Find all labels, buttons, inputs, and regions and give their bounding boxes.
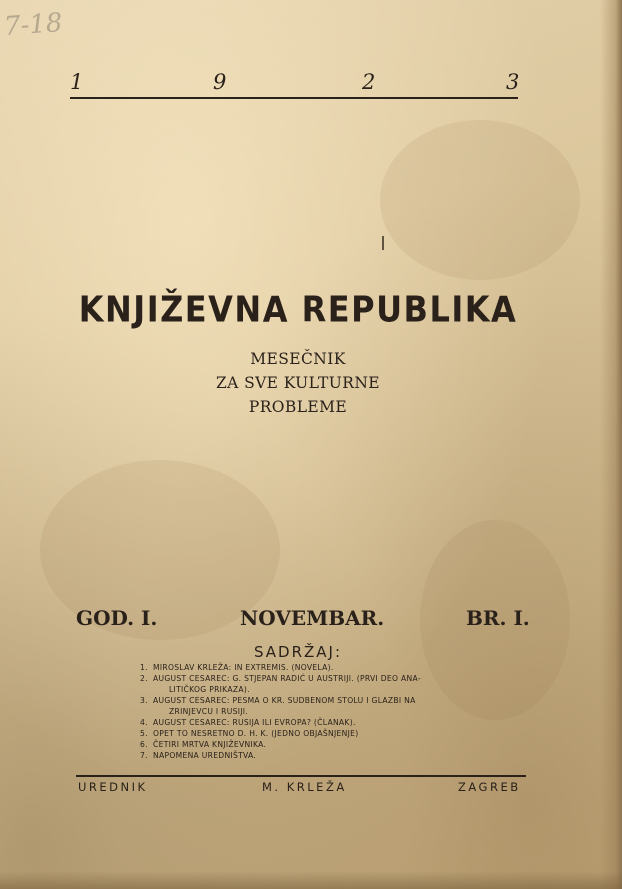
year-rule xyxy=(70,97,518,99)
paper-edge-shadow xyxy=(600,0,622,889)
toc-item xyxy=(140,739,490,750)
toc-text: AUGUST CESAREC: G. STJEPAN RADIĆ U AUSTRIJI. (PRVI DEO ANA- xyxy=(153,674,421,683)
toc-text: AUGUST CESAREC: PESMA O KR. SUDBENOM STOLU I GLAZBI NA xyxy=(153,696,416,705)
volume-label: GOD. I. xyxy=(76,606,158,630)
toc-item xyxy=(140,717,490,728)
year-digit: 3 xyxy=(506,70,520,94)
footer-editor-name: M. KRLEŽA xyxy=(262,780,347,794)
year-line xyxy=(70,70,518,96)
toc-text: NAPOMENA UREDNIŠTVA. xyxy=(153,751,257,760)
paper-stain xyxy=(380,120,580,280)
magazine-title: KNJIŽEVNA REPUBLIKA xyxy=(78,287,518,331)
toc-text-continued: LITIČKOG PRIKAZA). xyxy=(169,685,250,694)
subtitle-line: ZA SVE KULTURNE xyxy=(215,374,380,392)
toc-item xyxy=(140,750,490,761)
footer-rule xyxy=(76,775,526,777)
toc-number: 7. xyxy=(140,751,148,760)
year-digit: 1 xyxy=(70,70,84,94)
toc-item xyxy=(140,695,490,717)
toc-number: 4. xyxy=(140,718,148,727)
toc-number: 3. xyxy=(140,696,148,705)
contents-heading: SADRŽAJ: xyxy=(253,643,343,661)
ink-mark xyxy=(382,236,384,250)
toc-text-continued: ZRINJEVCU I RUSIJI. xyxy=(169,707,249,716)
paper-edge-shadow xyxy=(0,871,622,889)
footer-editor-label: UREDNIK xyxy=(78,780,148,794)
toc-text: MIROSLAV KRLEŽA: IN EXTREMIS. (NOVELA). xyxy=(153,663,334,672)
toc-text: AUGUST CESAREC: RUSIJA ILI EVROPA? (ČLANAK). xyxy=(153,718,356,727)
footer-city: ZAGREB xyxy=(458,780,521,794)
toc-number: 6. xyxy=(140,740,148,749)
toc-text: ČETIRI MRTVA KNJIŽEVNIKA. xyxy=(153,740,267,749)
toc-number: 2. xyxy=(140,674,148,683)
toc-item xyxy=(140,728,490,739)
year-digit: 2 xyxy=(362,70,376,94)
pencil-note: 7-18 xyxy=(3,7,64,43)
subtitle-line: MESEČNIK xyxy=(250,350,346,368)
toc-item xyxy=(140,673,490,695)
toc-text: OPET TO NESRETNO D. H. K. (JEDNO OBJAŠNJENJE) xyxy=(153,729,359,738)
table-of-contents xyxy=(140,662,490,761)
year-digit: 9 xyxy=(213,70,227,94)
toc-item xyxy=(140,662,490,673)
issue-month: NOVEMBAR. xyxy=(240,606,385,630)
toc-number: 1. xyxy=(140,663,148,672)
issue-number: BR. I. xyxy=(466,606,530,630)
subtitle-line: PROBLEME xyxy=(248,398,348,416)
toc-number: 5. xyxy=(140,729,148,738)
